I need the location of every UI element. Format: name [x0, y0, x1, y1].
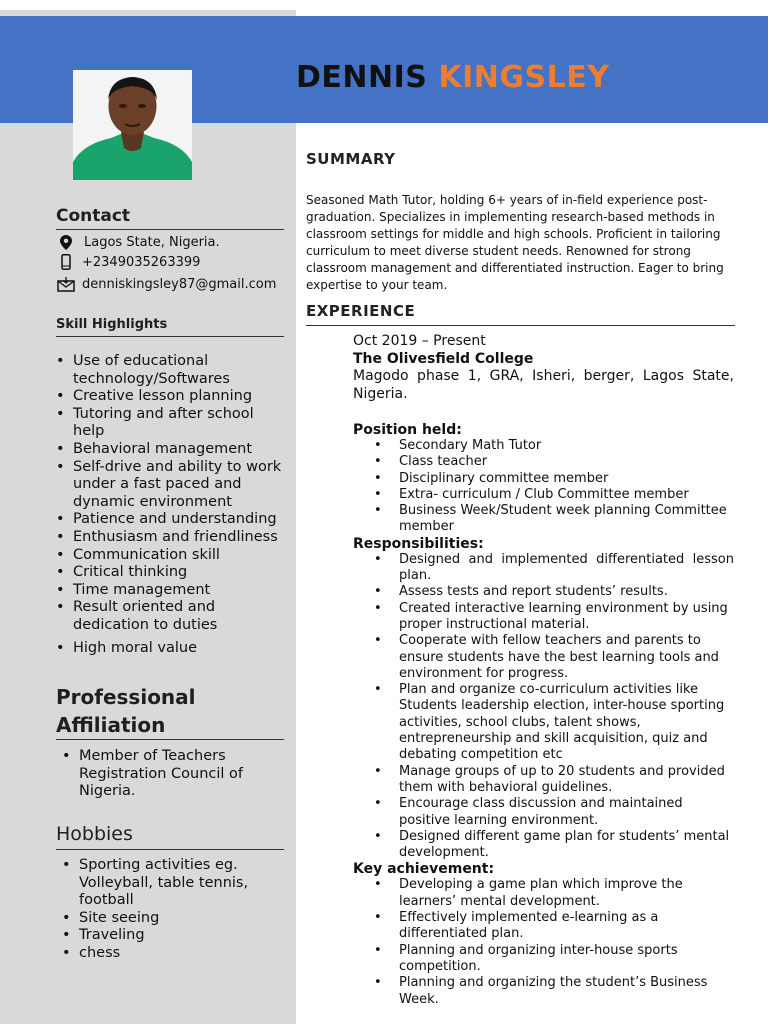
hobby-item: • Site seeing [79, 910, 279, 928]
hobby-item: • chess [79, 945, 279, 963]
email-icon [56, 276, 76, 292]
positions-title: Position held: [353, 422, 462, 438]
skill-item: • Self-drive and ability to work under a fast paced and dynamic environment [73, 459, 288, 512]
skill-item: • Patience and understanding [73, 511, 288, 529]
contact-location [56, 234, 220, 250]
profile-photo [73, 70, 192, 180]
position-item: • Extra- curriculum / Club Committee member [399, 487, 734, 503]
skill-item: • High moral value [73, 640, 288, 658]
hobbies-list [61, 857, 279, 963]
responsibility-item: • Assess tests and report students’ results. [399, 584, 734, 600]
contact-title: Contact [56, 206, 131, 226]
achievements-title: Key achievement: [353, 861, 495, 878]
candidate-name [296, 60, 609, 95]
position-item: • Secondary Math Tutor [399, 438, 734, 454]
achievement-item: • Developing a game plan which improve the learners’ mental development. [399, 877, 734, 910]
achievement-item: • Planning and organizing inter-house sports competition. [399, 943, 734, 976]
hobby-item: • Traveling [79, 927, 279, 945]
mobile-phone-icon [56, 254, 76, 270]
positions-list [353, 438, 734, 536]
responsibility-item: • Created interactive learning environment by using proper instructional material. [399, 601, 734, 634]
summary-title: SUMMARY [306, 150, 396, 168]
skill-item: • Behavioral management [73, 441, 288, 459]
hobbies-rule [56, 849, 284, 850]
skill-item: • Time management [73, 582, 288, 600]
position-item: • Class teacher [399, 454, 734, 470]
skills-title: Skill Highlights [56, 317, 168, 332]
achievements-list [353, 877, 734, 1007]
skill-item: • Communication skill [73, 547, 288, 565]
affiliation-item: • Member of Teachers Registration Council of Nigeria. [79, 748, 269, 801]
skill-item: • Tutoring and after school help [73, 406, 288, 441]
location-pin-icon [56, 234, 76, 250]
responsibility-item: • Plan and organize co-curriculum activities like Students leadership election, inter-house sporting activities, school clubs, talent shows, entrepreneurship and skill acquisition, quiz and debating competition etc [399, 682, 734, 763]
phone-text[interactable]: +2349035263399 [82, 254, 201, 270]
skill-item: • Use of educational technology/Softwares [73, 353, 288, 388]
responsibility-item: • Encourage class discussion and maintained positive learning environment. [399, 796, 734, 829]
last-name: KINGSLEY [438, 60, 610, 95]
position-item: • Business Week/Student week planning Committee member [399, 503, 734, 536]
skill-item: • Enthusiasm and friendliness [73, 529, 288, 547]
experience-dates: Oct 2019 – Present [353, 333, 486, 349]
responsibility-item: • Designed different game plan for students’ mental development. [399, 829, 734, 862]
location-text: Lagos State, Nigeria. [84, 234, 220, 250]
responsibilities-list [353, 552, 734, 862]
experience-rule [306, 325, 735, 326]
skills-list [55, 353, 288, 657]
achievement-item: • Effectively implemented e-learning as a differentiated plan. [399, 910, 734, 943]
experience-entry [353, 333, 734, 403]
skills-rule [56, 336, 284, 337]
hobby-item: • Sporting activities eg. Volleyball, table tennis, football [79, 857, 279, 910]
employer-address: Magodo phase 1, GRA, Isheri, berger, Lagos State, Nigeria. [353, 368, 734, 402]
experience-title: EXPERIENCE [306, 302, 416, 320]
affiliation-list [61, 748, 269, 801]
skill-item: • Result oriented and dedication to duties [73, 599, 288, 634]
affiliation-title-line1: Professional [56, 685, 196, 709]
summary-text: Seasoned Math Tutor, holding 6+ years of in-field experience post-graduation. Specializes in implementing research-based methods in classroom settings for middle and high schools. Proficient in tailoring curriculum to meet diverse student needs. Renowned for strong classroom management and differentiated instruction. Eager to bring expertise to your team. [306, 193, 724, 292]
contact-email [56, 276, 276, 292]
skill-item: • Creative lesson planning [73, 388, 288, 406]
skill-item: • Critical thinking [73, 564, 288, 582]
affiliation-rule [56, 739, 284, 740]
first-name: DENNIS [296, 60, 428, 95]
responsibility-item: • Cooperate with fellow teachers and parents to ensure students have the best learning tools and environment for progress. [399, 633, 734, 682]
experience-details [353, 422, 734, 1008]
achievement-item: • Planning and organizing the student’s Business Week. [399, 975, 734, 1008]
affiliation-title-line2: Affiliation [56, 713, 166, 737]
profile-photo-portrait [73, 70, 192, 180]
email-text[interactable]: denniskingsley87@gmail.com [82, 276, 277, 292]
position-item: • Disciplinary committee member [399, 471, 734, 487]
affiliation-title [56, 683, 196, 739]
responsibility-item: • Manage groups of up to 20 students and provided them with behavioral guidelines. [399, 764, 734, 797]
contact-rule [56, 229, 284, 230]
responsibility-item: • Designed and implemented differentiated lesson plan. [399, 552, 734, 585]
contact-phone [56, 254, 200, 270]
responsibilities-title: Responsibilities: [353, 535, 484, 552]
hobbies-title: Hobbies [56, 823, 133, 845]
employer-name: The Olivesfield College [353, 350, 534, 367]
